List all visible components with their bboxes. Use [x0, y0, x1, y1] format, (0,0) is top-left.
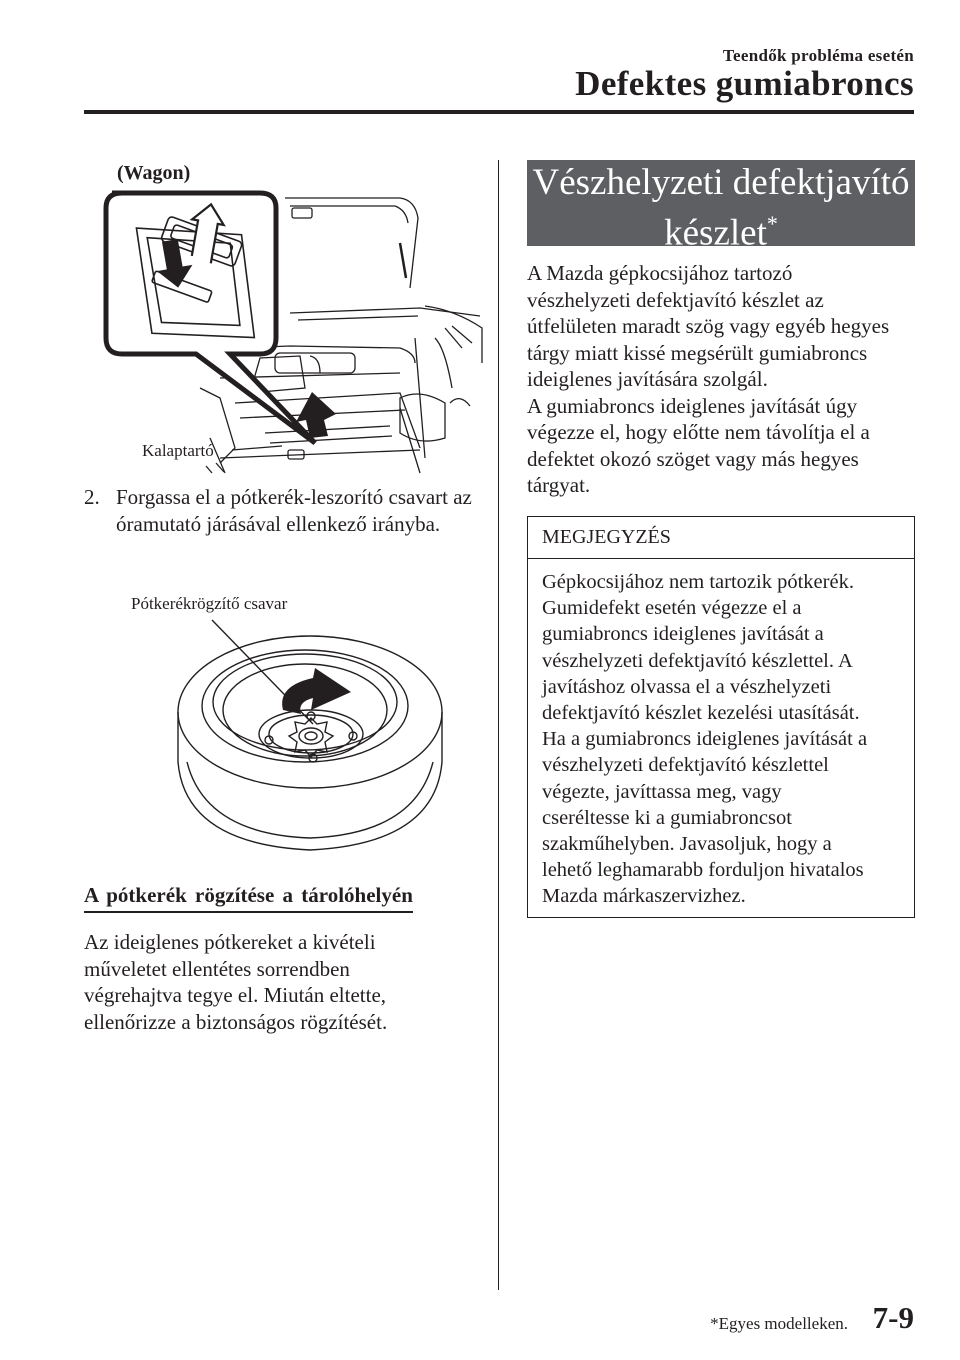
page-number: 7-9	[872, 1300, 914, 1335]
repair-kit-paragraph	[527, 260, 927, 499]
paragraph-line: defektet okozó szöget vagy más hegyes	[527, 446, 859, 471]
step-number: 2.	[84, 485, 100, 509]
footnote: *Egyes modelleken.	[710, 1314, 848, 1333]
note-line: végezte, javíttassa meg, vagy	[542, 780, 782, 803]
note-line: defektjavító készlet kezelési utasítását.	[542, 702, 860, 725]
instruction-step	[84, 484, 484, 537]
banner-line-2	[527, 203, 915, 253]
note-header	[528, 517, 914, 559]
paragraph-line: tárgyat.	[527, 473, 591, 497]
section-banner	[527, 160, 915, 254]
paragraph-line: útfelületen maradt szög vagy egyéb hegyes	[527, 314, 890, 338]
subsection-heading: A pótkerék rögzítése a tárolóhelyén	[84, 883, 413, 913]
note-line: Mazda márkaszervizhez.	[542, 885, 746, 908]
paragraph-line: Az ideiglenes pótkereket a kivételi	[84, 930, 376, 954]
paragraph-line: tárgy miatt kissé megsérült gumiabroncs	[527, 340, 868, 365]
asterisk-mark: *	[766, 211, 778, 236]
note-line: szakműhelyben. Javasoljuk, hogy a	[542, 833, 832, 856]
section-title: Defektes gumiabroncs	[575, 64, 914, 103]
paragraph-line: végrehajtva tegye el. Miután eltette,	[84, 983, 387, 1007]
note-body	[542, 569, 908, 910]
note-line: Gumidefekt esetén végezze el a	[542, 597, 802, 620]
paragraph-line: A gumiabroncs ideiglenes javítását úgy	[527, 393, 858, 418]
note-line: vészhelyzeti defektjavító készlettel. A	[542, 649, 853, 672]
spare-bolt-callout: Pótkerékrögzítő csavar	[131, 594, 288, 613]
banner-line-1: Vészhelyzeti defektjavító	[532, 162, 910, 203]
paragraph-line: ideiglenes javítására szolgál.	[527, 367, 768, 391]
paragraph-line: végezze el, hogy előtte nem távolítja el a	[527, 420, 870, 444]
paragraph-line: A Mazda gépkocsijához tartozó	[527, 261, 793, 285]
header-rule	[84, 110, 914, 114]
step-text: Forgassa el a pótkerék-leszorító csavart az óramutató járásával ellenkező irányba.	[116, 485, 472, 536]
paragraph-line: vészhelyzeti defektjavító készlet az	[527, 287, 824, 312]
note-line: vészhelyzeti defektjavító készlettel	[542, 754, 829, 777]
note-box	[527, 516, 915, 918]
hat-shelf-callout: Kalaptartó	[142, 441, 214, 460]
note-line: lehető leghamarabb forduljon hivatalos	[542, 859, 864, 882]
storage-paragraph	[84, 929, 484, 1035]
trunk-cover-illustration	[100, 188, 490, 478]
banner-line-2-text: készlet	[664, 212, 767, 254]
note-line: Ha a gumiabroncs ideiglenes javítását a	[542, 728, 868, 751]
column-divider	[498, 160, 499, 1290]
note-line: javításhoz olvassa el a vészhelyzeti	[542, 675, 832, 698]
chapter-title: Teendők probléma esetén	[722, 46, 914, 65]
note-title: MEGJEGYZÉS	[542, 526, 671, 548]
figure-variant-label: (Wagon)	[117, 162, 191, 184]
paragraph-line: ellenőrizze a biztonságos rögzítését.	[84, 1009, 388, 1034]
note-line: gumiabroncs ideiglenes javítását a	[542, 623, 824, 646]
note-line: cseréltesse ki a gumiabroncsot	[542, 806, 792, 829]
note-line: Gépkocsijához nem tartozik pótkerék.	[542, 571, 854, 593]
spare-tire-illustration	[165, 612, 455, 862]
paragraph-line: műveletet ellentétes sorrendben	[84, 956, 350, 981]
